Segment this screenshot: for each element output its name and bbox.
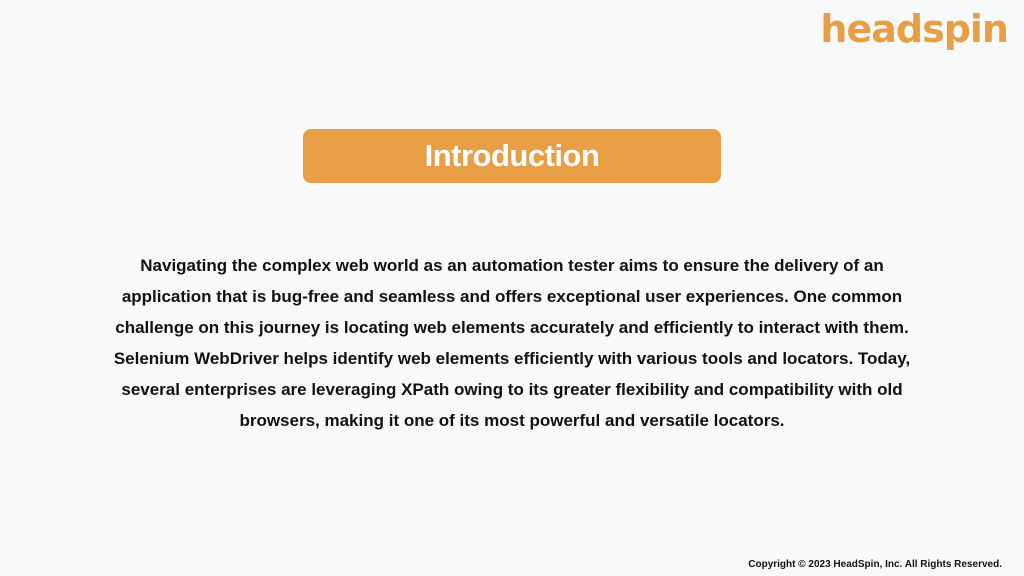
paragraph-line: several enterprises are leveraging XPath owing to its greater flexibility and compatibility with old (121, 380, 903, 399)
headspin-logo: headspin (820, 7, 1008, 51)
title-banner (303, 129, 721, 183)
paragraph-line: Navigating the complex web world as an automation tester aims to ensure the delivery of an (140, 256, 884, 275)
paragraph-line: application that is bug-free and seamless and offers exceptional user experiences. One common (121, 287, 903, 306)
paragraph-line: browsers, making it one of its most powerful and versatile locators. (239, 411, 785, 430)
copyright-notice: Copyright © 2023 HeadSpin, Inc. All Rights Reserved. (748, 559, 1002, 570)
slide-title: Introduction (424, 138, 600, 173)
intro-paragraph (80, 250, 944, 436)
paragraph-line: Selenium WebDriver helps identify web elements efficiently with various tools and locators. Today, (113, 349, 911, 368)
paragraph-line: challenge on this journey is locating web elements accurately and efficiently to interact with them. (115, 318, 909, 337)
